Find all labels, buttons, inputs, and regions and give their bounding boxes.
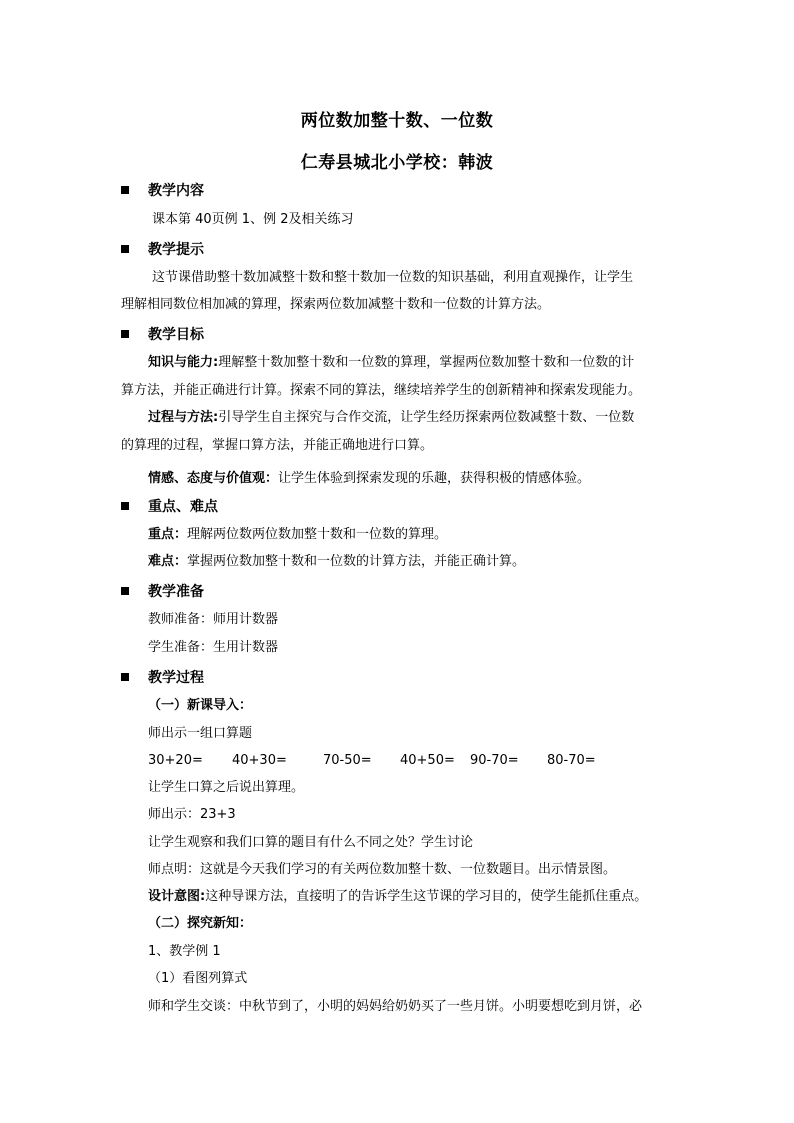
goal-knowledge-line-1 <box>148 354 634 372</box>
goal-knowledge-label: 知识与能力: <box>148 355 219 370</box>
difficulty-line <box>148 553 525 571</box>
process-p4: 让学生观察和我们口算的题目有什么不同之处？学生讨论 <box>148 835 474 850</box>
student-preparation: 学生准备：生用计数器 <box>148 640 279 655</box>
section-heading-process <box>121 667 204 687</box>
drill-item: 90-70= <box>470 753 519 768</box>
goal-attitude-label: 情感、态度与价值观： <box>148 471 279 486</box>
section-heading-label: 教学准备 <box>148 584 204 600</box>
example-1-subheading: （1）看图列算式 <box>148 971 248 986</box>
section-heading-key-points <box>121 496 218 516</box>
design-intent-text: 这种导课方法，直接明了的告诉学生这节课的学习目的，使学生能抓住重点。 <box>205 889 648 904</box>
section-heading-content <box>121 180 204 200</box>
difficulty-text: 掌握两位数加整十数和一位数的计算方法，并能正确计算。 <box>187 554 526 569</box>
goal-knowledge-text: 理解整十数加整十数和一位数的算理，掌握两位数加整十数和一位数的计 <box>218 355 635 370</box>
process-p2: 让学生口算之后说出算理。 <box>148 780 305 795</box>
drill-item: 30+20= <box>148 753 203 768</box>
document-author: 仁寿县城北小学校：韩波 <box>300 153 494 173</box>
section-heading-label: 教学过程 <box>148 670 204 686</box>
process-p5: 师点明：这就是今天我们学习的有关两位数加整十数、一位数题目。出示情景图。 <box>148 862 617 877</box>
square-bullet-icon <box>121 587 129 595</box>
square-bullet-icon <box>121 330 129 338</box>
section-heading-preparation <box>121 581 204 601</box>
design-intent-line <box>148 888 647 906</box>
process-part1-title: （一）新课导入： <box>148 698 253 713</box>
hint-line-1: 这节课借助整十数加减整十数和整十数加一位数的知识基础，利用直观操作，让学生 <box>152 270 634 285</box>
process-part2-title: （二）探究新知： <box>148 916 253 931</box>
example-1-heading: 1、教学例 1 <box>148 944 221 959</box>
design-intent-label: 设计意图: <box>148 889 206 904</box>
goal-process-label: 过程与方法: <box>148 410 219 425</box>
drill-item: 80-70= <box>547 753 596 768</box>
content-text: 课本第 40页例 1、例 2及相关练习 <box>152 212 354 227</box>
drill-item: 70-50= <box>323 753 372 768</box>
section-heading-label: 教学目标 <box>148 327 204 343</box>
goal-process-line-1 <box>148 409 634 427</box>
goal-attitude-text: 让学生体验到探索发现的乐趣，获得积极的情感体验。 <box>278 471 591 486</box>
section-heading-label: 重点、难点 <box>148 499 218 515</box>
square-bullet-icon <box>121 245 129 253</box>
section-heading-goals <box>121 324 204 344</box>
document-title: 两位数加整十数、一位数 <box>300 111 494 131</box>
key-point-text: 理解两位数两位数加整十数和一位数的算理。 <box>187 527 448 542</box>
goal-knowledge-line-2: 算方法，并能正确进行计算。探索不同的算法，继续培养学生的创新精神和探索发现能力。 <box>121 383 642 398</box>
drill-row <box>148 752 648 770</box>
section-heading-label: 教学提示 <box>148 242 204 258</box>
goal-attitude-line <box>148 470 590 488</box>
square-bullet-icon <box>121 186 129 194</box>
teacher-preparation: 教师准备：师用计数器 <box>148 612 279 627</box>
drill-item: 40+50= <box>400 753 455 768</box>
hint-line-2: 理解相同数位相加减的算理，探索两位数加减整十数和一位数的计算方法。 <box>121 297 551 312</box>
difficulty-label: 难点： <box>148 554 188 569</box>
goal-process-text: 引导学生自主探究与合作交流，让学生经历探索两位数减整十数、一位数 <box>218 410 635 425</box>
section-heading-label: 教学内容 <box>148 183 204 199</box>
key-point-label: 重点： <box>148 527 188 542</box>
drill-item: 40+30= <box>232 753 287 768</box>
teacher-student-talk: 师和学生交谈：中秋节到了，小明的妈妈给奶奶买了一些月饼。小明要想吃到月饼，必 <box>148 999 643 1014</box>
key-point-line <box>148 526 447 544</box>
section-heading-hint <box>121 239 204 259</box>
process-p3: 师出示：23+3 <box>148 807 236 822</box>
square-bullet-icon <box>121 673 129 681</box>
goal-process-line-2: 的算理的过程，掌握口算方法，并能正确地进行口算。 <box>121 438 434 453</box>
square-bullet-icon <box>121 502 129 510</box>
process-p1: 师出示一组口算题 <box>148 726 253 741</box>
